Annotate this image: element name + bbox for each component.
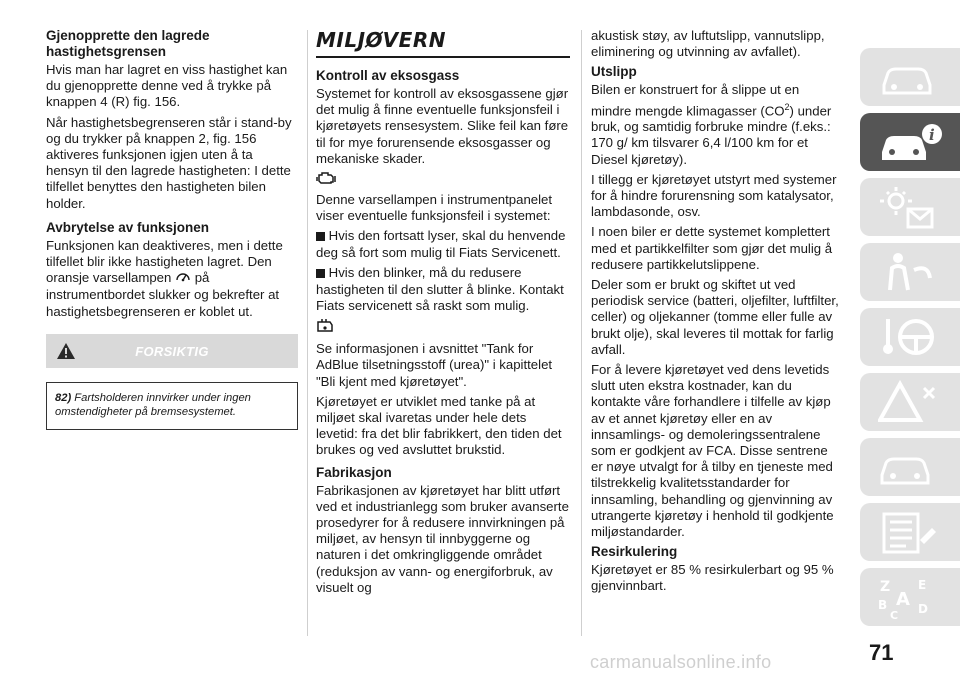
tab-starting-driving[interactable] [860,308,960,366]
paragraph: Kjøretøyet er utviklet med tanke på at miljøet skal ivaretas under hele dets levetid: fra det blir fabrikkert, den tiden det brukes og ved avsluttet brukstid. [316,393,562,458]
column-left [46,28,298,430]
paragraph: Når hastighetsbegrenseren står i stand-by og du trykker på knappen 2, fig. 156 aktiveres funksjonen igjen uten å ta hensyn til den lagrede hastigheten: I dette tilfellet benyttes den hastigheten bilen holder. [46,114,292,211]
paragraph: Se informasjonen i avsnittet "Tank for AdBlue tilsetningsstoff (urea)" i kapittelet "Bli kjent med kjøretøyet". [316,341,553,389]
bullet-square-icon [316,229,325,245]
svg-text:B: B [878,598,888,612]
paragraph: Funksjonen kan deaktiveres, men i dette tilfellet blir ikke hastigheten lagret. Den oransje varsellampen på instrumentbordet slukker og bekrefter at hastighetsbegrenseren er koblet ut. [46,237,283,319]
speed-limiter-lamp-icon [175,270,191,287]
adblue-lamp-icon [316,318,570,339]
car-info-icon [878,120,944,164]
svg-text:C: C [890,609,899,619]
section-heading-fabrication: Fabrikasjon [316,464,392,480]
tab-dashboard[interactable] [860,48,960,106]
section-heading-exhaust: Kontroll av eksosgass [316,68,460,83]
svg-text:E: E [918,578,927,592]
paragraph: Fabrikasjonen av kjøretøyet har blitt utført ved et industrianlegg som bruker avanserte prosedyrer for å redusere innvirkningen på miljøet, av hensyn til innbyggerne og naturen i det omkringliggende området (reduksjon av vann- og energiforbruk, av visuelt og [316,482,569,595]
chapter-title: MILJØVERN [316,28,570,58]
paragraph: Hvis man har lagret en viss hastighet kan du gjenopprette denne ved å trykke på knappen 4 (R) fig. 156. [46,62,288,110]
warning-lights-icon [878,185,938,229]
paragraph: Hvis den fortsatt lyser, skal du henvende deg så fort som mulig til Fiats Servicenett. [316,228,566,261]
section-heading-restore-speed: Gjenopprette den lagrede hastighetsgrensen [46,28,210,59]
emergency-icon [878,380,938,424]
caution-label: FORSIKTIG [135,343,209,359]
paragraph: I tillegg er kjøretøyet utstyrt med systemer for å hindre forurensning som katalysator, lambdasonde, osv. [591,171,837,220]
tab-warning-lights[interactable] [860,178,960,236]
car-dashboard-icon [878,55,938,99]
index-az-icon [878,575,938,619]
technical-specs-icon [878,510,938,554]
paragraph: Denne varsellampen i instrumentpanelet viser eventuelle funksjonsfeil i systemet: [316,192,553,224]
tab-technical-data[interactable] [860,503,960,561]
svg-text:Z: Z [880,579,891,595]
caution-note [46,382,298,430]
caution-banner [46,334,298,368]
page-number: 71 [869,640,894,665]
tab-safety[interactable] [860,243,960,301]
tab-emergency[interactable] [860,373,960,431]
section-heading-emissions: Utslipp [591,64,637,80]
note-text: Fartsholderen innvirker under ingen omstendigheter på bremsesystemet. [55,391,251,418]
chapter-tabs [860,48,960,633]
paragraph: Kjøretøyet er 85 % resirkulerbart og 95 % gjenvinnbart. [591,562,834,594]
column-middle [316,28,570,600]
column-divider [581,30,582,636]
section-heading-recycling: Resirkulering [591,544,678,560]
svg-text:A: A [896,589,910,610]
paragraph: Bilen er konstruert for å slippe ut en mindre mengde klimagasser $(CO^2)$ under bruk, og samtidig forbruke mindre (f.eks.: 170 g/ km tilsvarer 6,4 l/100 km for et Diesel kjøretøy). [591,82,832,167]
bullet-square-icon [316,266,325,282]
paragraph: Systemet for kontroll av eksosgassene gjør det mulig å finne eventuelle funksjonsfeil i kjøretøyets rensesystem. Slike feil kan føre til for mye forurensende eksosgasser og mekaniske skader. [316,86,569,166]
svg-text:i: i [929,126,935,144]
paragraph: Deler som er brukt og skiftet ut ved periodisk service (batteri, oljefilter, luftfilter, celler) og oljekanner (tomme eller fulle av brukt olje), skal leveres til mottak for farlig avfall. [591,277,839,357]
paragraph: For å levere kjøretøyet ved dens levetids slutt uten ekstra kostnader, kan du kontakte våre forhandlere i tilfelle av kjøp av et annet kjøretøy eller en av innsamlings- og demoleringssentralene som er godkjent av FCA. Disse sentrene er nøye utvalgt for å tilby en tjeneste med tilstrekkelig kvalitetsstandarder for innsamling, behandling og gjenvinning av utrangerte kjøretøy i henhold til godkjente miljøstandarder. [591,362,834,540]
section-heading-deactivation: Avbrytelse av funksjonen [46,219,210,235]
paragraph: I noen biler er dette systemet komplettert med et partikkelfilter som gjør det mulig å redusere partikkelutslippene. [591,224,833,272]
paragraph: akustisk støy, av luftutslipp, vannutslipp, eliminering og utvinning av avfallet). [591,28,825,60]
steering-wheel-icon [878,315,938,359]
tab-car-info[interactable] [860,113,960,171]
svg-text:D: D [918,602,928,616]
note-number: 82) [55,391,72,404]
column-divider [307,30,308,636]
column-right [591,28,843,599]
paragraph: Hvis den blinker, må du redusere hastigheten til den slutter å blinke. Kontakt Fiats servicenett så raskt som mulig. [316,265,564,314]
tab-index[interactable] [860,568,960,626]
watermark: carmanualsonline.info [590,652,772,672]
tab-maintenance[interactable] [860,438,960,496]
maintenance-car-icon [878,445,938,489]
engine-warning-lamp-icon [316,171,570,190]
safety-airbag-icon [878,250,938,294]
